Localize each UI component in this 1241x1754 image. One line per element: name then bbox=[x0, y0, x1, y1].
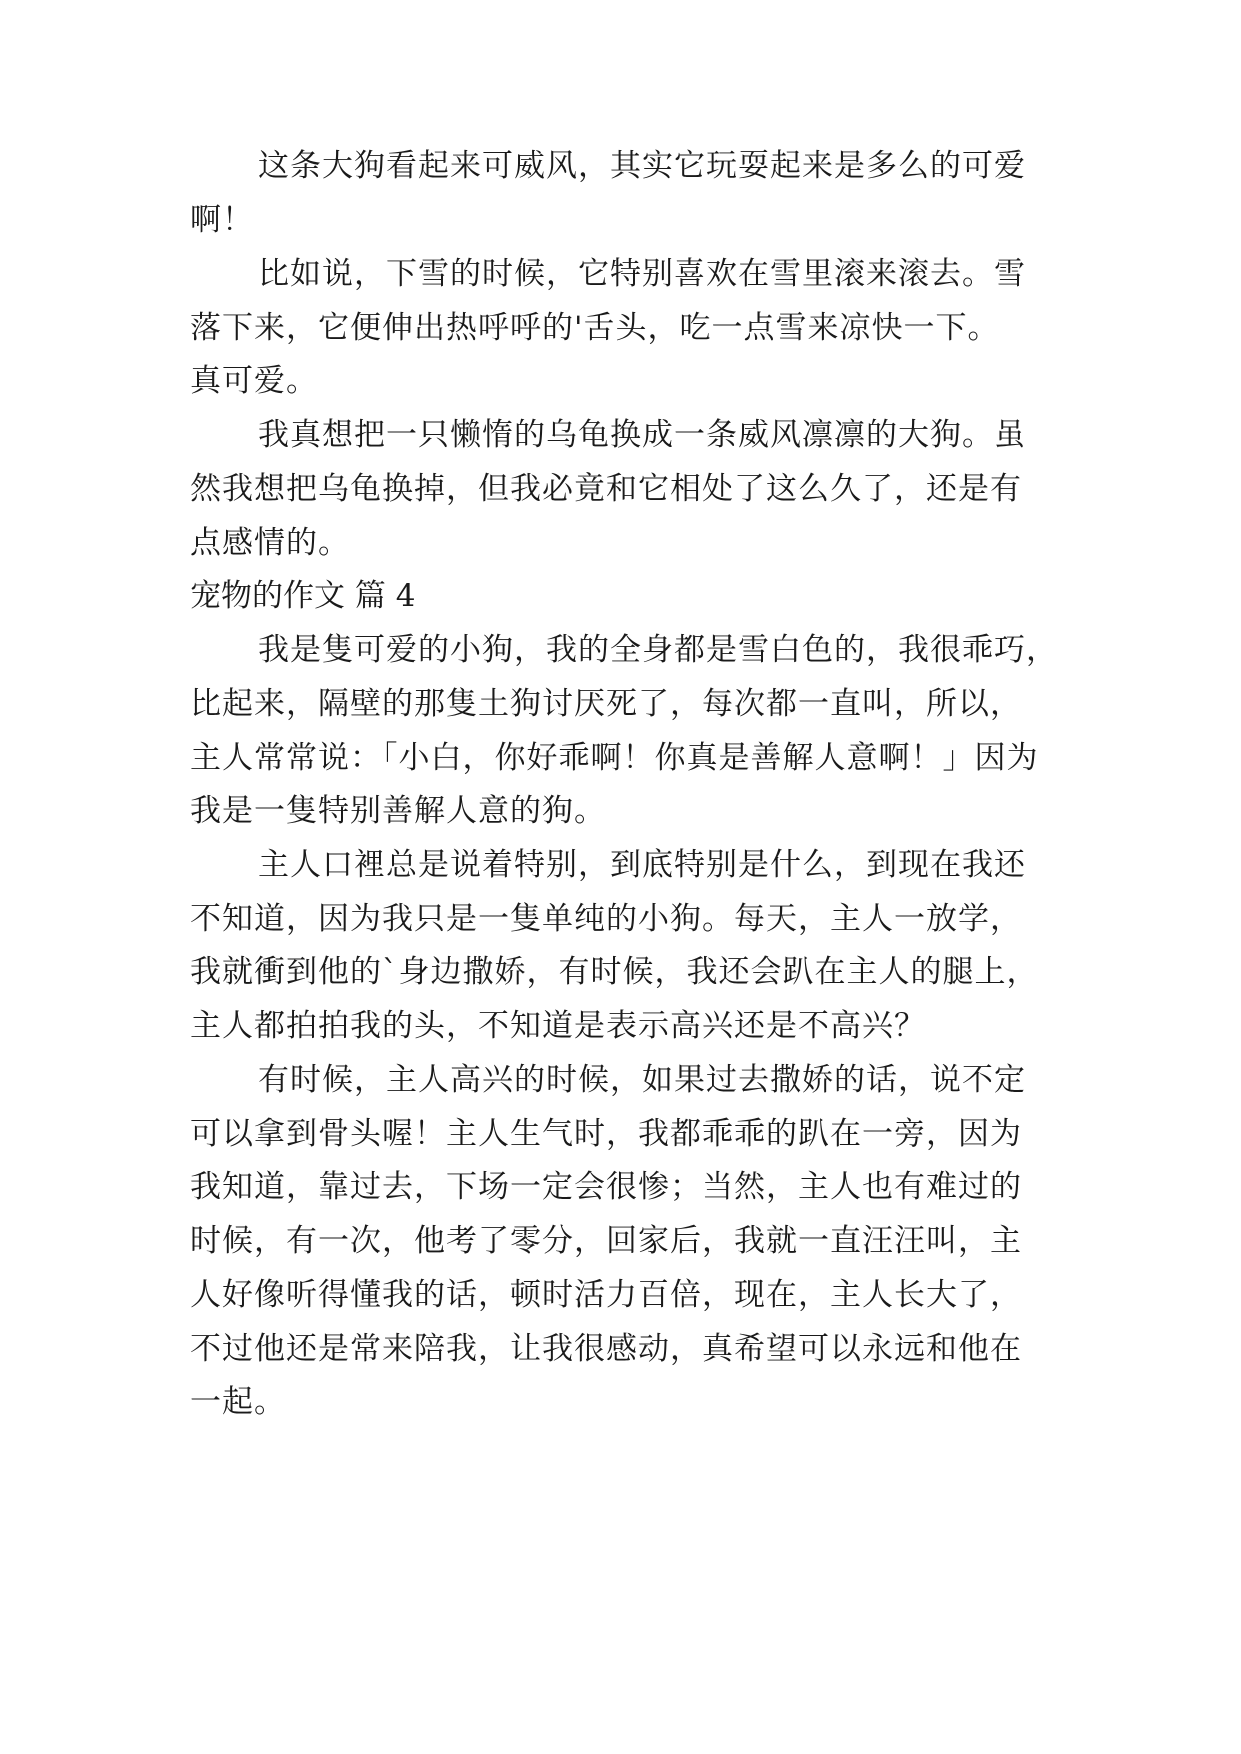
paragraph-3-line-3: 点感情的。 bbox=[190, 525, 350, 561]
paragraph-1-line-1: 这条大狗看起来可威风，其实它玩耍起来是多么的可爱 bbox=[258, 148, 1026, 184]
paragraph-5-line-2: 不知道，因为我只是一隻单纯的小狗。每天，主人一放学， bbox=[190, 901, 1022, 937]
paragraph-1-line-2: 啊！ bbox=[190, 202, 254, 238]
paragraph-2-line-3: 真可爱。 bbox=[190, 363, 318, 399]
paragraph-4-line-2: 比起来，隔壁的那隻土狗讨厌死了，每次都一直叫，所以， bbox=[190, 686, 1022, 722]
paragraph-5-line-1: 主人口裡总是说着特别，到底特别是什么，到现在我还 bbox=[258, 847, 1026, 883]
paragraph-6-line-2: 可以拿到骨头喔！主人生气时，我都乖乖的趴在一旁，因为 bbox=[190, 1116, 1022, 1152]
paragraph-4-line-1: 我是隻可爱的小狗，我的全身都是雪白色的，我很乖巧， bbox=[258, 632, 1058, 668]
paragraph-5-line-4: 主人都拍拍我的头，不知道是表示高兴还是不高兴？ bbox=[190, 1008, 926, 1044]
section-heading: 宠物的作文 篇 4 bbox=[190, 578, 416, 614]
paragraph-2-line-2: 落下来，它便伸出热呼呼的'舌头，吃一点雪来凉快一下。 bbox=[190, 310, 1000, 346]
paragraph-3-line-2: 然我想把乌龟换掉，但我必竟和它相处了这么久了，还是有 bbox=[190, 471, 1022, 507]
paragraph-6-line-1: 有时候，主人高兴的时候，如果过去撒娇的话，说不定 bbox=[258, 1062, 1026, 1098]
paragraph-2-line-1: 比如说，下雪的时候，它特别喜欢在雪里滚来滚去。雪 bbox=[258, 256, 1026, 292]
paragraph-6-line-4: 时候，有一次，他考了零分，回家后，我就一直汪汪叫，主 bbox=[190, 1223, 1022, 1259]
paragraph-6-line-7: 一起。 bbox=[190, 1384, 286, 1420]
paragraph-4-line-3: 主人常常说：「小白，你好乖啊！你真是善解人意啊！」因为 bbox=[190, 740, 1039, 776]
paragraph-6-line-6: 不过他还是常来陪我，让我很感动，真希望可以永远和他在 bbox=[190, 1331, 1022, 1367]
paragraph-6-line-3: 我知道，靠过去，下场一定会很惨；当然，主人也有难过的 bbox=[190, 1169, 1022, 1205]
paragraph-5-line-3: 我就衝到他的`身边撒娇，有时候，我还会趴在主人的腿上， bbox=[190, 954, 1039, 990]
paragraph-6-line-5: 人好像听得懂我的话，顿时活力百倍，现在，主人长大了， bbox=[190, 1277, 1022, 1313]
paragraph-4-line-4: 我是一隻特别善解人意的狗。 bbox=[190, 793, 606, 829]
paragraph-3-line-1: 我真想把一只懒惰的乌龟换成一条威风凛凛的大狗。虽 bbox=[258, 417, 1026, 453]
